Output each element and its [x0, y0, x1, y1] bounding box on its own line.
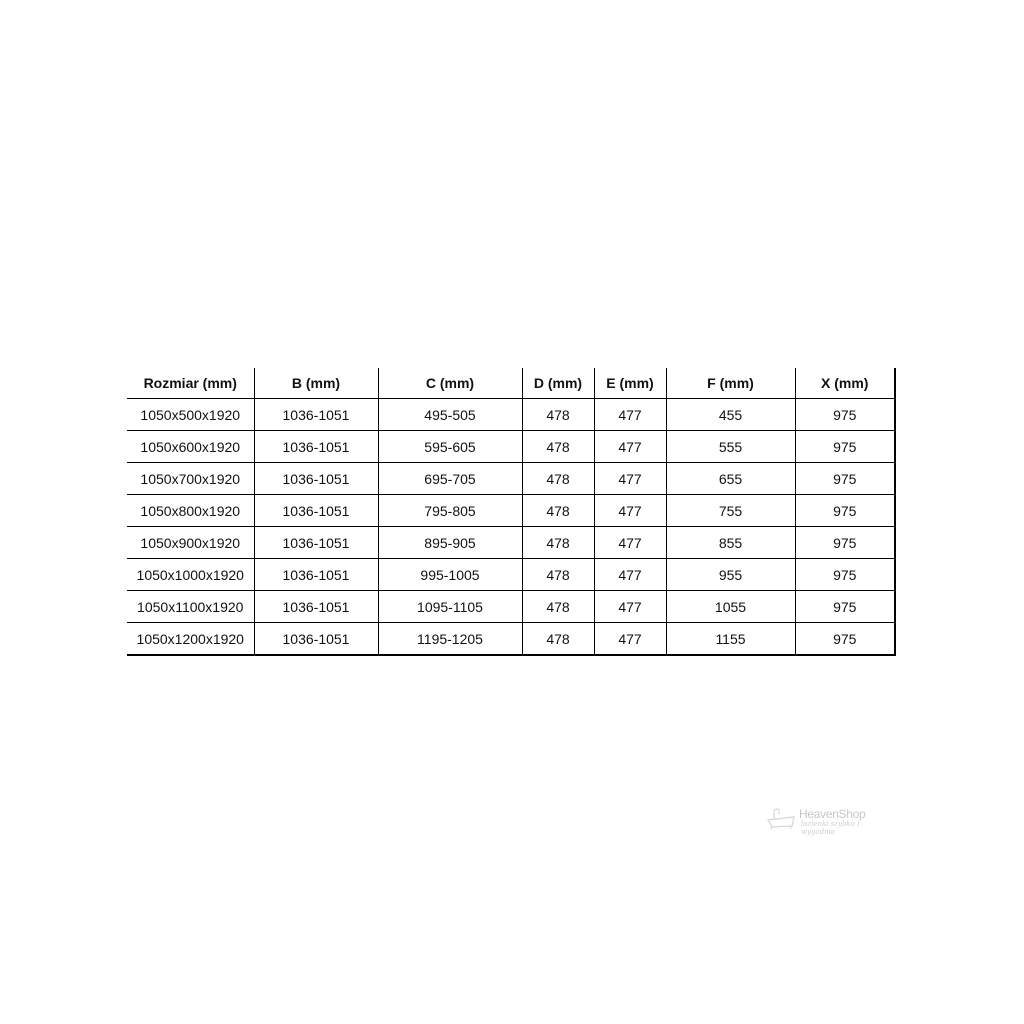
bathtub-icon	[766, 808, 798, 830]
table-row	[127, 527, 895, 559]
heavenshop-watermark	[766, 806, 876, 836]
cell-d: 478	[522, 527, 594, 559]
cell-d: 478	[522, 463, 594, 495]
cell-b: 1036-1051	[254, 495, 378, 527]
dimensions-table	[127, 368, 896, 656]
watermark-brand-name: HeavenShop	[799, 807, 866, 821]
table-header-row	[127, 368, 895, 399]
cell-c: 1095-1105	[378, 591, 522, 623]
header-d: D (mm)	[522, 368, 594, 399]
cell-c: 995-1005	[378, 559, 522, 591]
cell-c: 495-505	[378, 399, 522, 431]
cell-f: 855	[666, 527, 795, 559]
cell-size: 1050x1100x1920	[127, 591, 254, 623]
table-row	[127, 559, 895, 591]
cell-e: 477	[594, 559, 666, 591]
cell-x: 975	[795, 399, 895, 431]
cell-c: 695-705	[378, 463, 522, 495]
cell-x: 975	[795, 495, 895, 527]
cell-b: 1036-1051	[254, 591, 378, 623]
cell-x: 975	[795, 623, 895, 656]
cell-d: 478	[522, 559, 594, 591]
cell-e: 477	[594, 463, 666, 495]
watermark-tagline: lazienki szybko i wygodnie	[801, 820, 860, 836]
cell-e: 477	[594, 623, 666, 656]
header-x: X (mm)	[795, 368, 895, 399]
cell-f: 1155	[666, 623, 795, 656]
dimensions-table-container	[127, 368, 895, 656]
cell-b: 1036-1051	[254, 399, 378, 431]
cell-d: 478	[522, 591, 594, 623]
cell-e: 477	[594, 431, 666, 463]
cell-e: 477	[594, 591, 666, 623]
cell-d: 478	[522, 431, 594, 463]
cell-x: 975	[795, 527, 895, 559]
cell-size: 1050x700x1920	[127, 463, 254, 495]
table-row	[127, 591, 895, 623]
cell-size: 1050x900x1920	[127, 527, 254, 559]
header-size: Rozmiar (mm)	[127, 368, 254, 399]
table-row	[127, 495, 895, 527]
cell-size: 1050x1000x1920	[127, 559, 254, 591]
cell-size: 1050x1200x1920	[127, 623, 254, 656]
cell-c: 795-805	[378, 495, 522, 527]
table-row	[127, 431, 895, 463]
cell-size: 1050x600x1920	[127, 431, 254, 463]
cell-e: 477	[594, 527, 666, 559]
cell-d: 478	[522, 399, 594, 431]
cell-d: 478	[522, 623, 594, 656]
header-b: B (mm)	[254, 368, 378, 399]
table-row	[127, 463, 895, 495]
header-e: E (mm)	[594, 368, 666, 399]
cell-d: 478	[522, 495, 594, 527]
cell-c: 895-905	[378, 527, 522, 559]
cell-c: 1195-1205	[378, 623, 522, 656]
cell-f: 1055	[666, 591, 795, 623]
cell-f: 955	[666, 559, 795, 591]
cell-e: 477	[594, 495, 666, 527]
cell-x: 975	[795, 463, 895, 495]
cell-f: 655	[666, 463, 795, 495]
cell-x: 975	[795, 431, 895, 463]
cell-b: 1036-1051	[254, 623, 378, 656]
header-c: C (mm)	[378, 368, 522, 399]
cell-c: 595-605	[378, 431, 522, 463]
table-row	[127, 399, 895, 431]
cell-e: 477	[594, 399, 666, 431]
cell-f: 755	[666, 495, 795, 527]
cell-x: 975	[795, 591, 895, 623]
cell-b: 1036-1051	[254, 559, 378, 591]
cell-b: 1036-1051	[254, 463, 378, 495]
header-f: F (mm)	[666, 368, 795, 399]
cell-x: 975	[795, 559, 895, 591]
cell-f: 455	[666, 399, 795, 431]
table-row	[127, 623, 895, 656]
cell-b: 1036-1051	[254, 527, 378, 559]
cell-size: 1050x800x1920	[127, 495, 254, 527]
cell-f: 555	[666, 431, 795, 463]
cell-size: 1050x500x1920	[127, 399, 254, 431]
cell-b: 1036-1051	[254, 431, 378, 463]
